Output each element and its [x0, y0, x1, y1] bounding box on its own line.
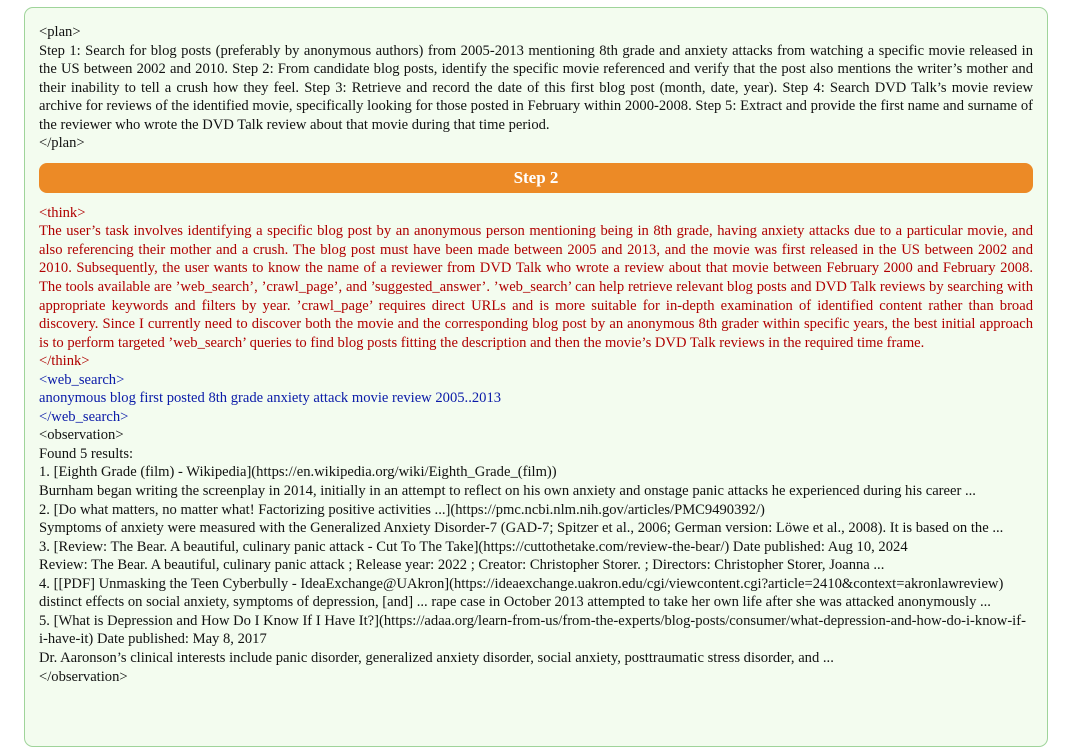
- observation-found-count: Found 5 results:: [39, 445, 134, 462]
- think-open-tag: <think>: [39, 204, 86, 221]
- web-search-close-tag: </web_search>: [39, 408, 129, 425]
- result-line: 3. [Review: The Bear. A beautiful, culinary panic attack - Cut To The Take](https://cuttothetake.com/review-the-bear/) Date published: Aug 10, 2024: [39, 538, 908, 555]
- plan-section: [39, 23, 1033, 153]
- result-line: 2. [Do what matters, no matter what! Factorizing positive activities ...](https://pmc.ncbi.nlm.nih.gov/articles/PMC9490392/): [39, 501, 765, 518]
- plan-text: Step 1: Search for blog posts (preferably by anonymous authors) from 2005-2013 mentioning 8th grade and anxiety attacks from watching a specific movie released in the US between 2002 and 2010. Step 2: From candidate blog posts, identify the specific movie referenced and verify that the post also mentions the writer’s mother and their inability to tell a crush how they feel. Step 3: Retrieve and record the date of this first blog post (month, date, year). Step 4: Search DVD Talk’s movie review archive for reviews of the identified movie, specifically looking for those posted in February within 2000-2008. Step 5: Extract and provide the first name and surname of the reviewer who wrote the DVD Talk review about that movie during that time period.: [39, 42, 1033, 133]
- plan-open-tag: <plan>: [39, 24, 81, 40]
- result-line: Burnham began writing the screenplay in 2014, initially in an attempt to reflect on his own anxiety and onstage panic attacks he experienced during his career ...: [39, 483, 976, 500]
- result-line: Symptoms of anxiety were measured with the Generalized Anxiety Disorder-7 (GAD-7; Spitzer et al., 2006; German version: Löwe et al., 2008). It is based on the ...: [39, 520, 1004, 537]
- result-line: Dr. Aaronson’s clinical interests include panic disorder, generalized anxiety disorder, social anxiety, posttraumatic stress disorder, and ...: [39, 649, 834, 666]
- result-line: distinct effects on social anxiety, symptoms of depression, [and] ... rape case in October 2013 attempted to take her own life after she was attacked anonymously ...: [39, 594, 991, 611]
- result-line: 5. [What is Depression and How Do I Know If I Have It?](https://adaa.org/learn-from-us/from-the-experts/blog-posts/consumer/what-depression-and-how-do-i-know-if-i-have-it) Date published: May 8, 2017: [39, 612, 1026, 648]
- step-banner: Step 2: [39, 163, 1033, 193]
- think-section: [39, 204, 1033, 371]
- web-search-section: [39, 371, 1033, 427]
- observation-open-tag: <observation>: [39, 427, 124, 444]
- think-text: The user’s task involves identifying a specific blog post by an anonymous person mentioning being in 8th grade, having anxiety attacks due to a particular movie, and also referencing their mother and a crush. The blog post must have been made between 2005 and 2013, and the movie was first released in the US between 2002 and 2010. Subsequently, the user wants to know the name of a reviewer from DVD Talk who wrote a review about that movie between February 2000 and February 2008. The tools available are ’web_search’, ’crawl_page’, and ’suggested_answer’. ’web_search’ can help retrieve relevant blog posts and DVD Talk reviews by searching with appropriate keywords and filters by year. ’crawl_page’ requires direct URLs and is more suitable for in-depth examination of identified content rather than broad discovery. Since I currently need to discover both the movie and the corresponding blog post by an anonymous 8th grader within specific years, the best initial approach is to perform targeted ’web_search’ queries to find blog posts fitting the description and then the movie’s DVD Talk reviews in the required time frame.: [39, 223, 1033, 351]
- observation-section: [39, 426, 1033, 686]
- observation-close-tag: </observation>: [39, 668, 128, 685]
- result-line: 4. [[PDF] Unmasking the Teen Cyberbully - IdeaExchange@UAkron](https://ideaexchange.uakron.edu/cgi/viewcontent.cgi?article=2410&context=akronlawreview): [39, 575, 1004, 592]
- think-close-tag: </think>: [39, 353, 90, 370]
- web-search-query: anonymous blog first posted 8th grade anxiety attack movie review 2005..2013: [39, 390, 502, 407]
- result-line: 1. [Eighth Grade (film) - Wikipedia](https://en.wikipedia.org/wiki/Eighth_Grade_(film)): [39, 464, 557, 481]
- web-search-open-tag: <web_search>: [39, 371, 125, 388]
- result-line: Review: The Bear. A beautiful, culinary panic attack ; Release year: 2022 ; Creator: Christopher Storer. ; Directors: Christopher Storer, Joanna ...: [39, 557, 885, 574]
- step-panel: [24, 7, 1048, 747]
- plan-close-tag: </plan>: [39, 135, 85, 152]
